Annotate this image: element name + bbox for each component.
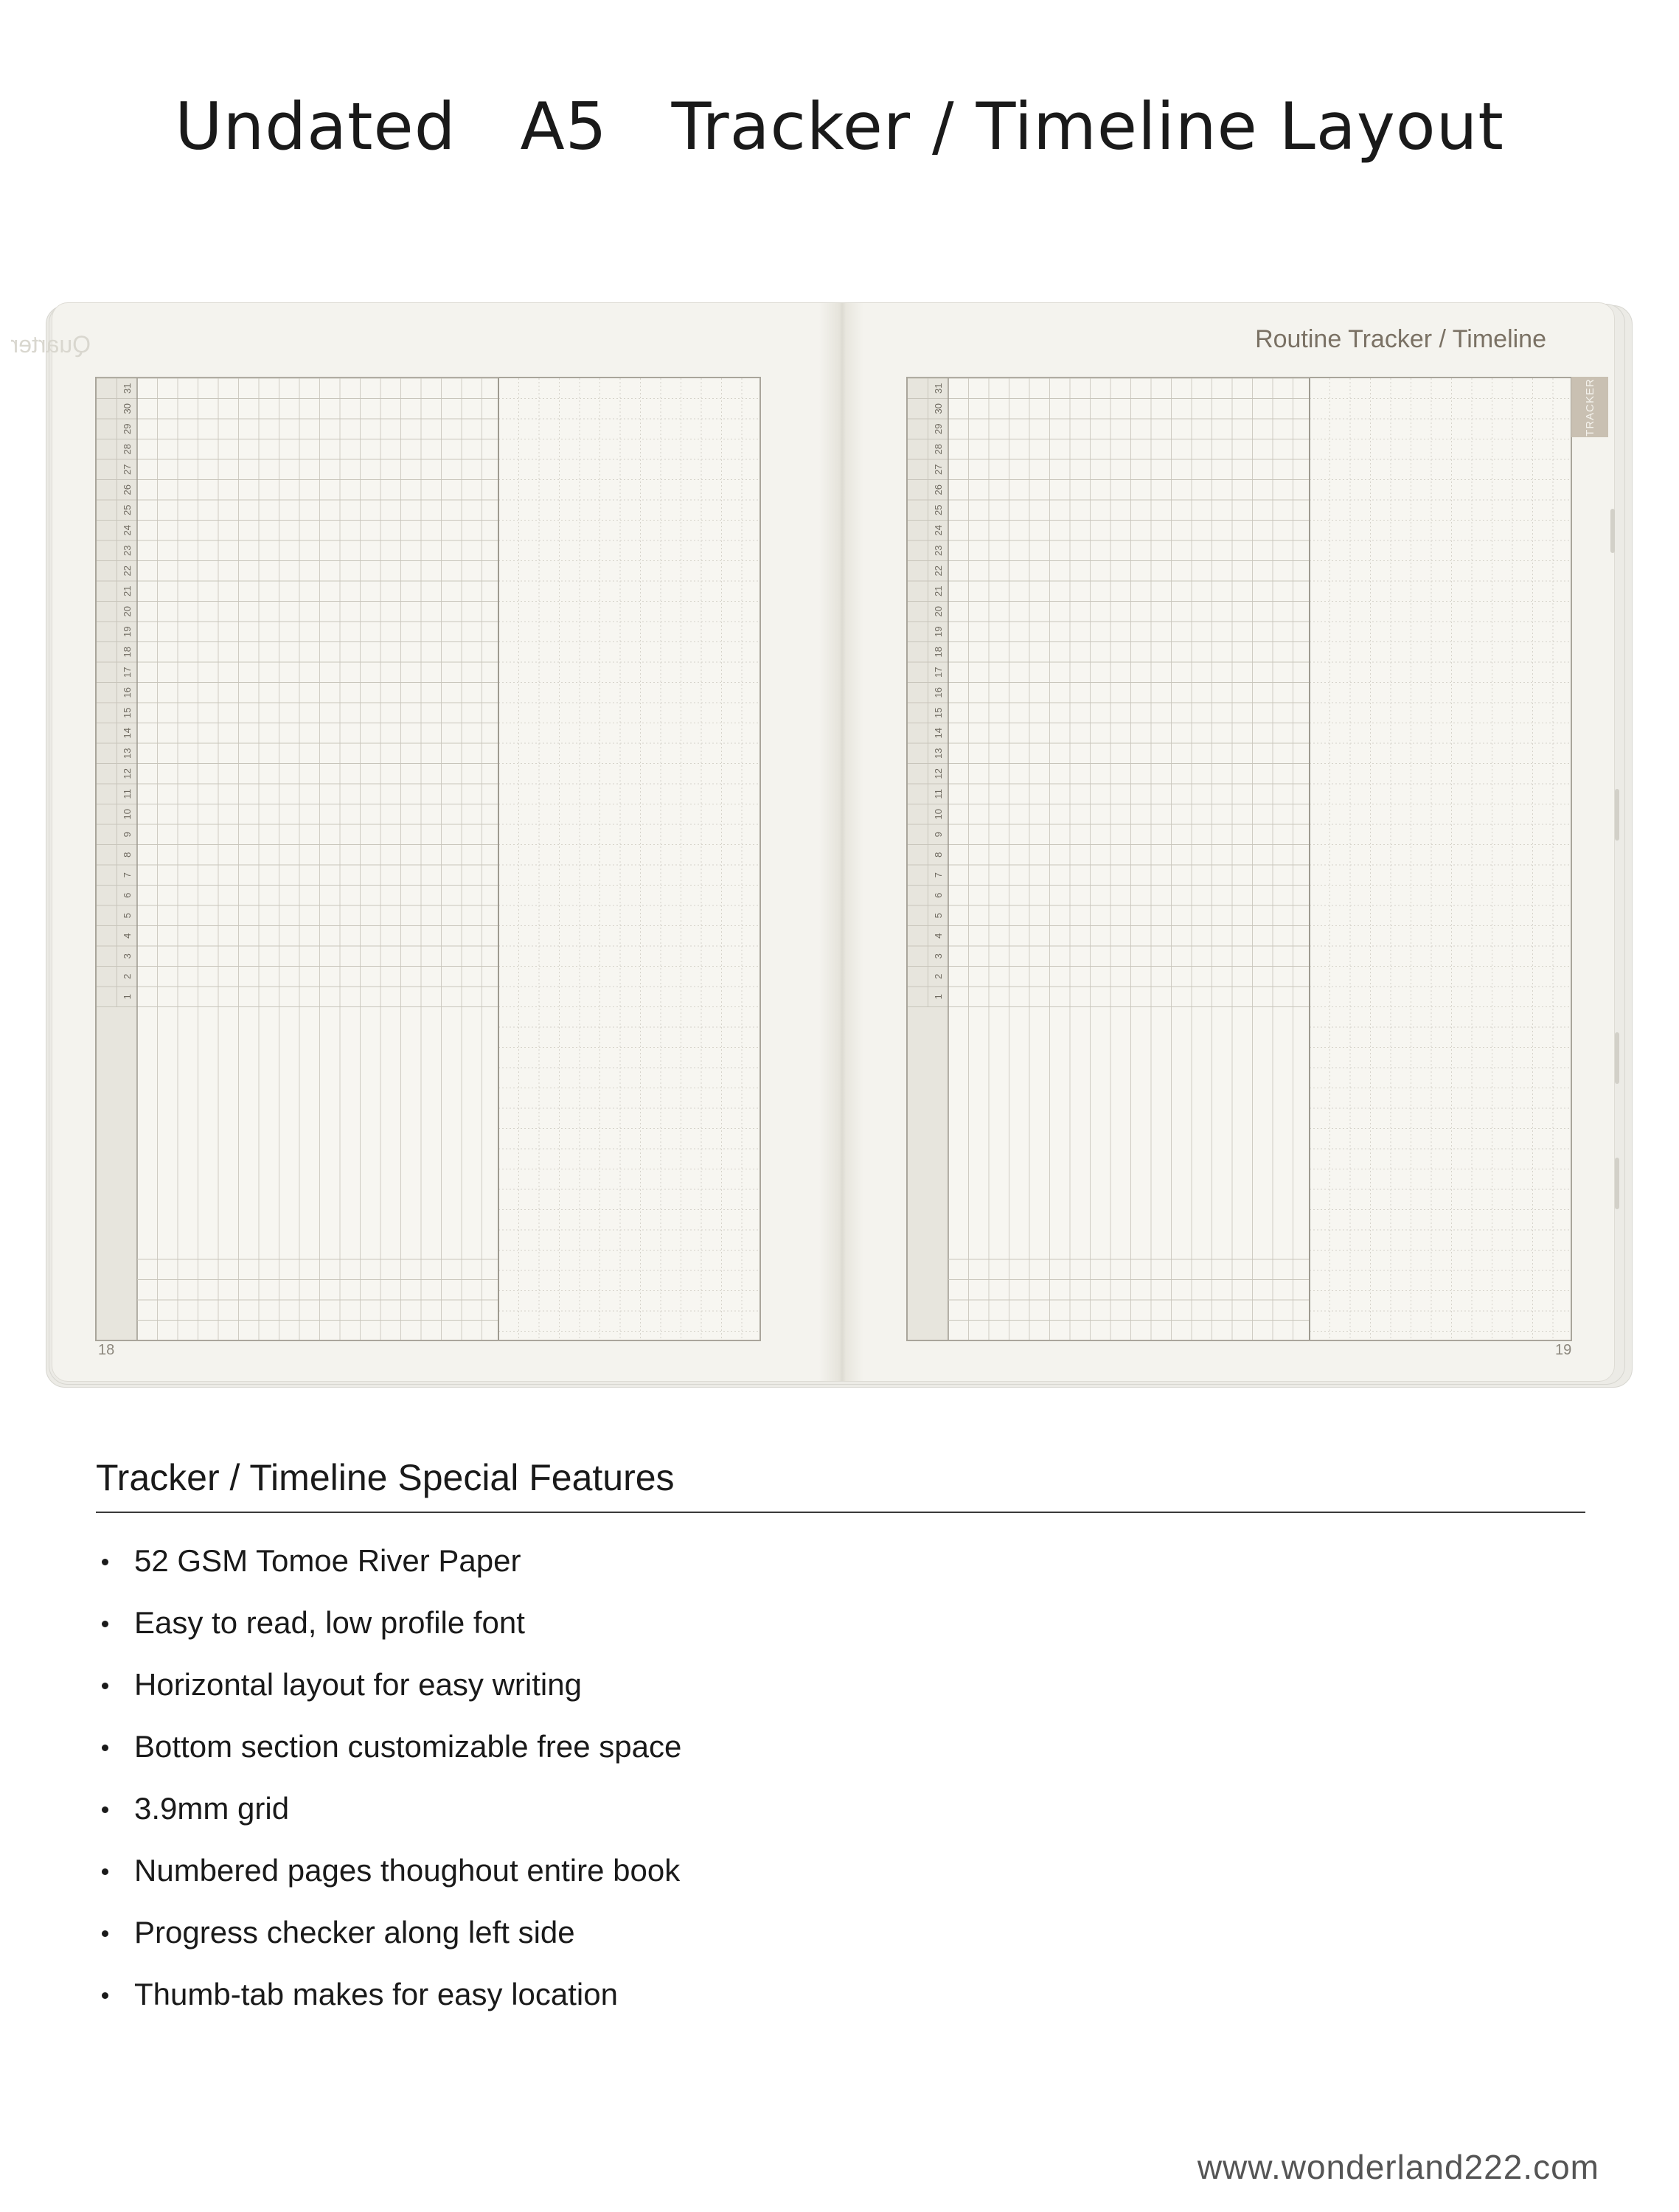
- day-number: 6: [121, 892, 133, 898]
- day-number: 10: [121, 809, 133, 820]
- day-number: 2: [932, 973, 944, 979]
- day-number: 4: [932, 933, 944, 939]
- day-number: 15: [121, 707, 133, 718]
- day-number: 27: [932, 464, 944, 475]
- feature-item: Progress checker along left side: [96, 1902, 681, 1964]
- day-number: 11: [932, 789, 944, 799]
- day-number: 6: [932, 892, 944, 898]
- edge-tab: [1615, 789, 1619, 841]
- day-number: 4: [121, 933, 133, 939]
- day-number: 23: [121, 545, 133, 556]
- day-number: 5: [121, 913, 133, 919]
- notebook-spread: [10, 302, 1631, 1386]
- day-number: 17: [932, 667, 944, 678]
- day-number: 19: [932, 626, 944, 637]
- feature-item: Bottom section customizable free space: [96, 1716, 681, 1778]
- right-page-number: 19: [1555, 1342, 1572, 1358]
- day-number: 29: [932, 423, 944, 434]
- day-number: 13: [932, 748, 944, 759]
- day-number: 8: [932, 852, 944, 858]
- day-number: 5: [932, 913, 944, 919]
- right-page-header: Routine Tracker / Timeline: [1255, 325, 1546, 353]
- day-number: 17: [121, 667, 133, 678]
- day-number: 28: [932, 444, 944, 455]
- left-page-number: 18: [98, 1342, 115, 1358]
- day-number: 3: [932, 953, 944, 959]
- day-number: 9: [932, 832, 944, 838]
- day-number: 22: [121, 566, 133, 577]
- features-heading: Tracker / Timeline Special Features: [96, 1457, 675, 1498]
- day-number: 1: [121, 994, 133, 1000]
- feature-item: 52 GSM Tomoe River Paper: [96, 1530, 681, 1592]
- day-number: 14: [121, 728, 133, 739]
- day-number: 28: [121, 444, 133, 455]
- website-url[interactable]: www.wonderland222.com: [1197, 2148, 1599, 2186]
- open-pages: [10, 302, 1615, 1382]
- day-number: 21: [932, 585, 944, 597]
- heading-divider: [96, 1512, 1585, 1513]
- day-number: 31: [121, 383, 133, 394]
- day-number: 30: [121, 403, 133, 414]
- day-number: 15: [932, 707, 944, 718]
- day-number: 21: [121, 585, 133, 597]
- day-number: 20: [932, 606, 944, 617]
- day-number: 1: [932, 994, 944, 1000]
- day-number: 9: [121, 832, 133, 838]
- day-number: 22: [932, 566, 944, 577]
- day-number: 23: [932, 545, 944, 556]
- left-tracker-grid[interactable]: [95, 377, 761, 1341]
- day-number: 2: [121, 973, 133, 979]
- day-number: 25: [932, 504, 944, 515]
- day-number: 18: [932, 647, 944, 658]
- day-number: 10: [932, 809, 944, 820]
- edge-tab: [1610, 509, 1615, 553]
- day-number: 24: [932, 525, 944, 536]
- day-number: 29: [121, 423, 133, 434]
- day-number: 12: [121, 768, 133, 779]
- day-number: 16: [932, 687, 944, 698]
- day-number: 13: [121, 748, 133, 759]
- day-number: 8: [121, 852, 133, 858]
- page-title: Undated A5 Tracker / Timeline Layout: [175, 88, 1504, 164]
- left-grid-lines: [97, 378, 759, 1340]
- feature-item: Numbered pages thoughout entire book: [96, 1840, 681, 1902]
- day-number: 11: [121, 789, 133, 799]
- feature-item: 3.9mm grid: [96, 1778, 681, 1840]
- edge-tab: [1615, 1032, 1619, 1084]
- feature-item: Horizontal layout for easy writing: [96, 1654, 681, 1716]
- day-number: 26: [932, 484, 944, 495]
- left-page: [10, 303, 841, 1381]
- day-number: 7: [932, 872, 944, 878]
- tracker-thumb-tab[interactable]: [1571, 377, 1608, 437]
- right-tracker-grid[interactable]: [906, 377, 1572, 1341]
- day-number: 12: [932, 768, 944, 779]
- day-number: 16: [121, 687, 133, 698]
- day-number: 24: [121, 525, 133, 536]
- day-number: 7: [121, 872, 133, 878]
- day-number: 18: [121, 647, 133, 658]
- edge-tab: [1615, 1158, 1619, 1209]
- day-number: 30: [932, 403, 944, 414]
- left-page-header: Quarter: [10, 331, 91, 358]
- feature-item: Easy to read, low profile font: [96, 1592, 681, 1654]
- day-number: 14: [932, 728, 944, 739]
- day-number: 27: [121, 464, 133, 475]
- day-number: 3: [121, 953, 133, 959]
- feature-list: [96, 1530, 681, 2025]
- right-page: [841, 303, 1614, 1381]
- day-number: 31: [932, 383, 944, 394]
- thumb-tab-label: TRACKER: [1583, 378, 1596, 437]
- feature-item: Thumb-tab makes for easy location: [96, 1964, 681, 2025]
- day-number: 26: [121, 484, 133, 495]
- day-number: 19: [121, 626, 133, 637]
- day-number: 20: [121, 606, 133, 617]
- day-number: 25: [121, 504, 133, 515]
- right-grid-lines: [908, 378, 1571, 1340]
